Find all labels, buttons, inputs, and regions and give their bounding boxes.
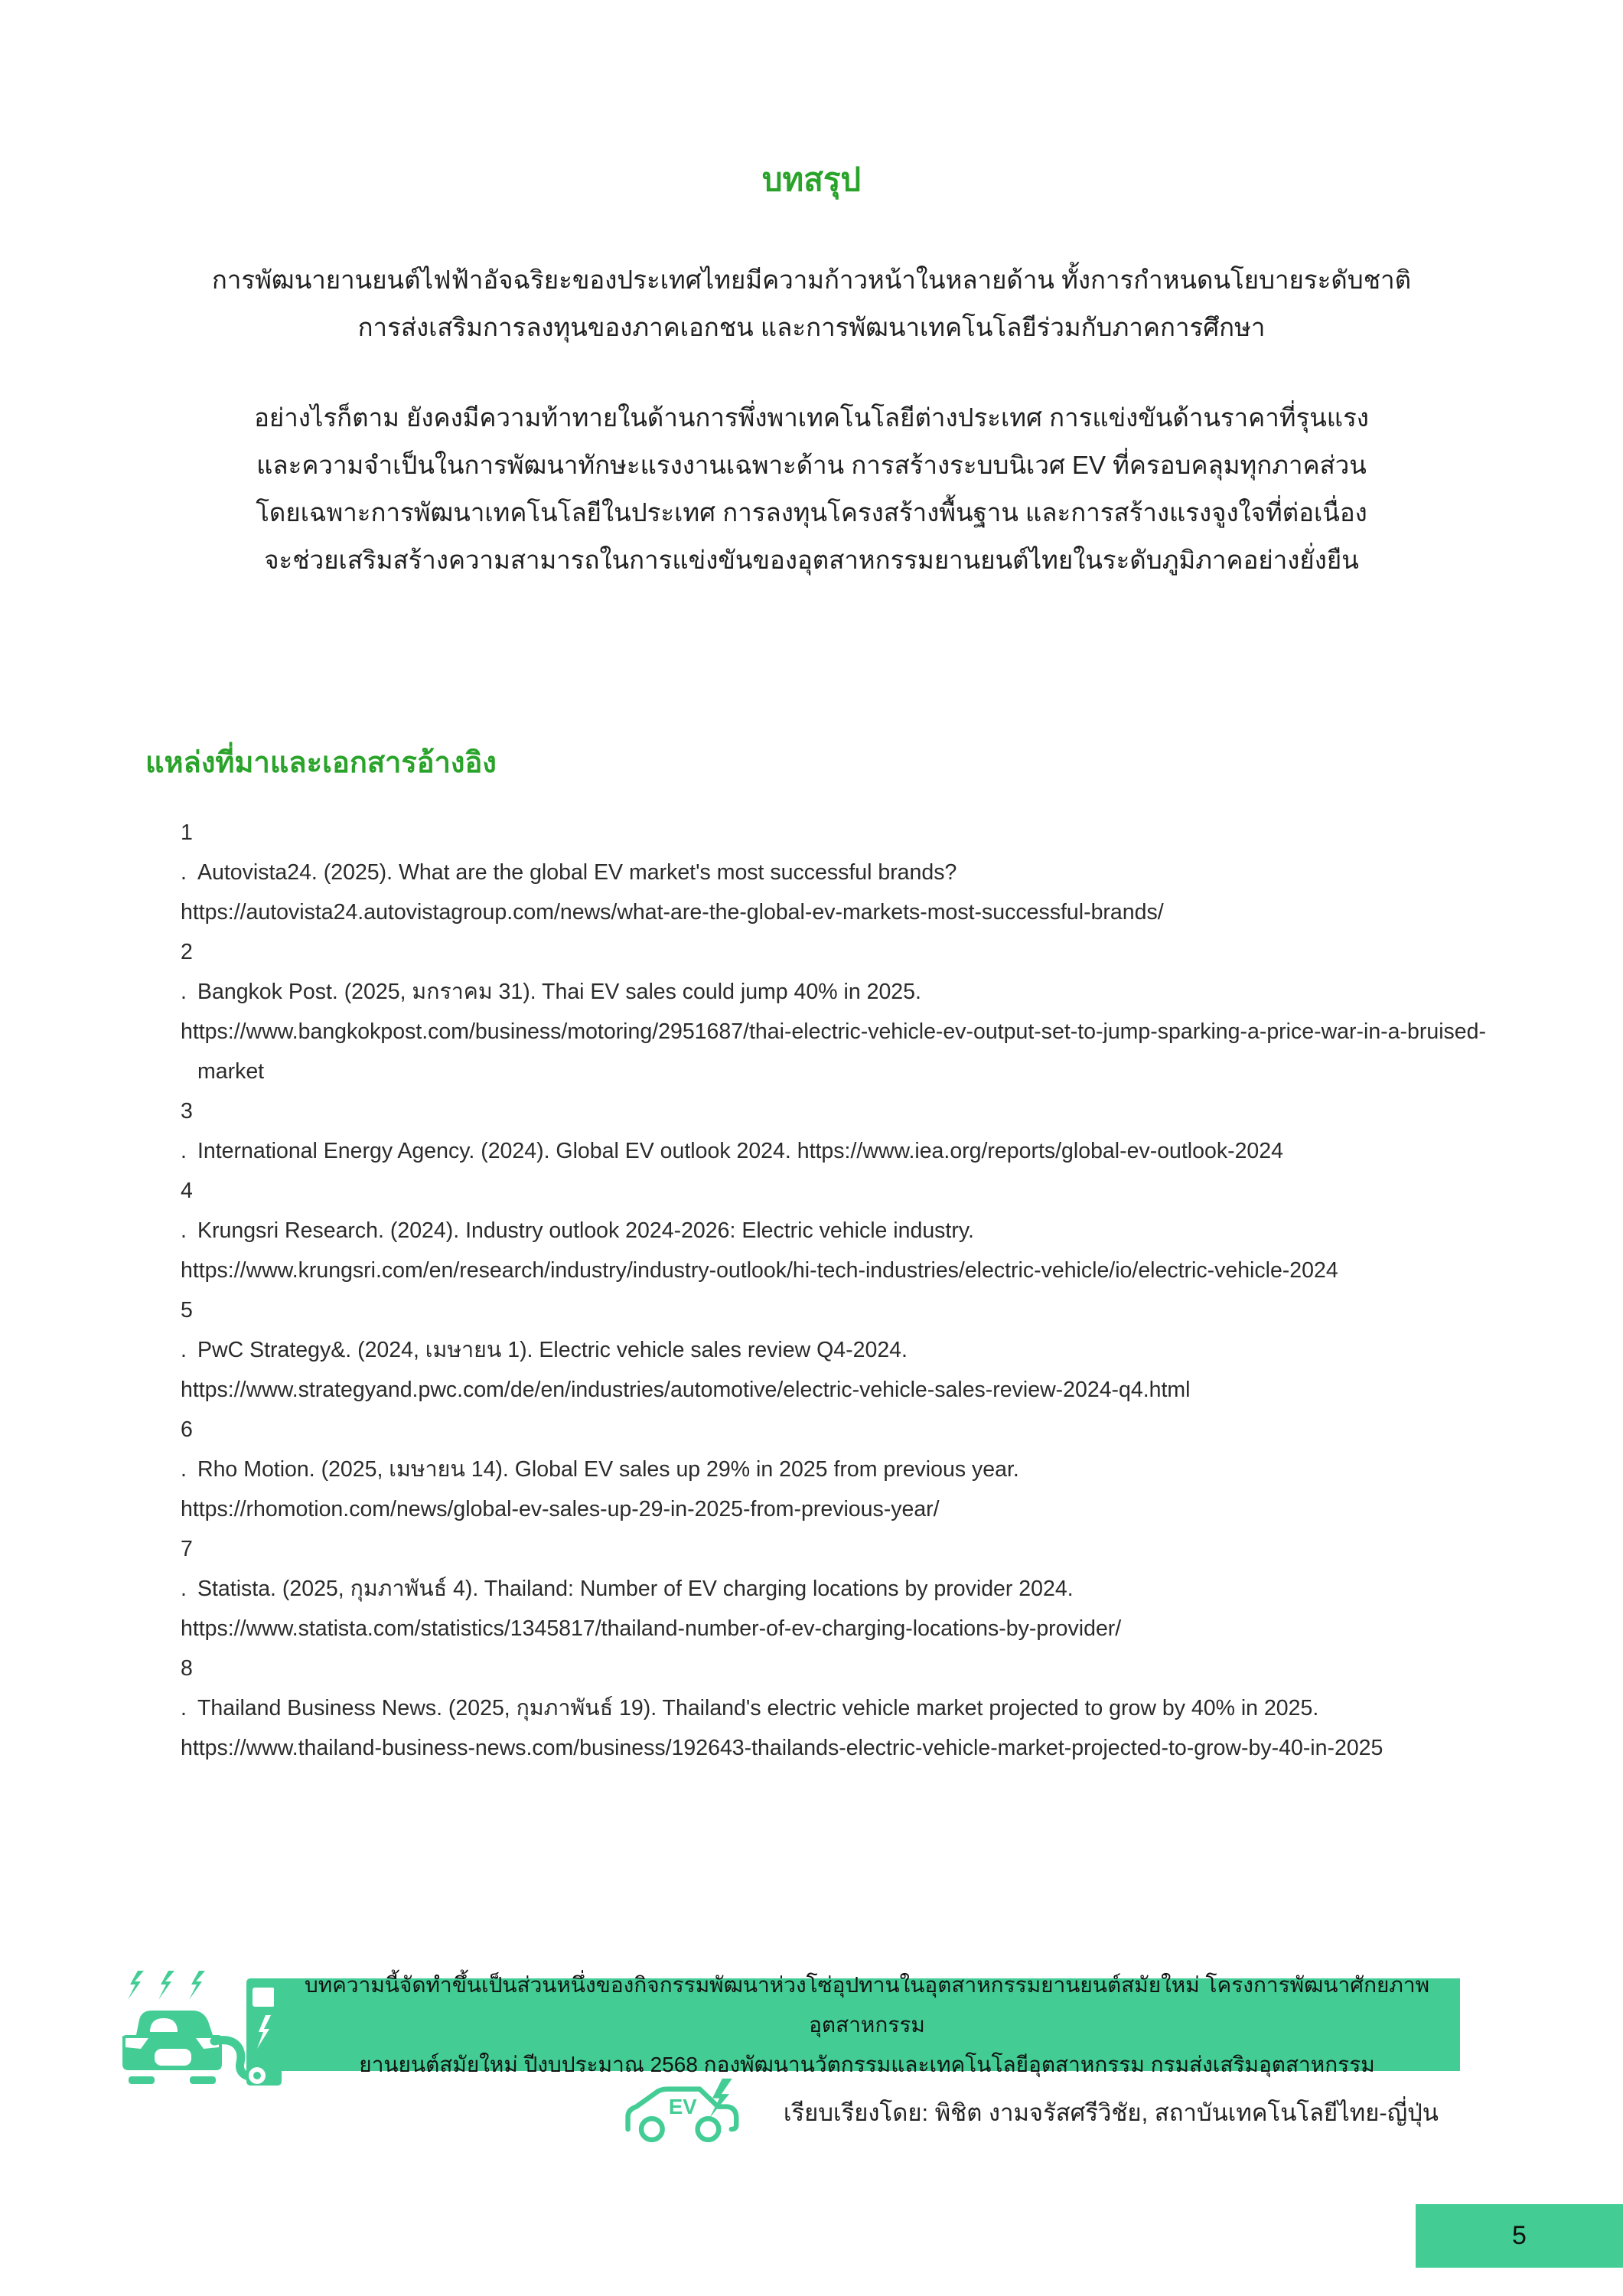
ev-car-icon [609, 2077, 762, 2148]
ev-badge-label: EV [668, 2094, 697, 2118]
reference-item [181, 1529, 1516, 1649]
reference-url: https://www.statista.com/statistics/1345817/thailand-number-of-ev-charging-locations-by-provider/ [181, 1616, 1122, 1641]
footer-banner [274, 1972, 1460, 2076]
reference-text: PwC Strategy&. (2024, เมษายน 1). Electric vehicle sales review Q4-2024. [197, 1337, 908, 1362]
paragraph-line: การส่งเสริมการลงทุนของภาคเอกชน และการพัฒนาเทคโนโลยีร่วมกับภาคการศึกษา [357, 312, 1266, 341]
reference-url: https://www.iea.org/reports/global-ev-outlook-2024 [797, 1138, 1283, 1163]
reference-number: 6. [181, 1417, 193, 1482]
reference-url: https://www.thailand-business-news.com/business/192643-thailands-electric-vehicle-market-projected-to-grow-by-40-in-2025 [181, 1735, 1383, 1760]
paragraph-line: การพัฒนายานยนต์ไฟฟ้าอัจฉริยะของประเทศไทยมีความก้าวหน้าในหลายด้าน ทั้งการกำหนดนโยบายระดับชาติ [211, 265, 1412, 294]
paragraph-line: และความจำเป็นในการพัฒนาทักษะแรงงานเฉพาะด้าน การสร้างระบบนิเวศ EV ที่ครอบคลุมทุกภาคส่วน [256, 450, 1367, 479]
reference-url: https://rhomotion.com/news/global-ev-sales-up-29-in-2025-from-previous-year/ [181, 1496, 940, 1521]
compiled-by-text: เรียบเรียงโดย: พิชิต งามจรัสศรีวิชัย, สถาบันเทคโนโลยีไทย-ญี่ปุ่น [783, 2099, 1439, 2126]
reference-item [181, 1171, 1516, 1290]
page-number: 5 [1512, 2221, 1527, 2250]
reference-url: https://www.strategyand.pwc.com/de/en/industries/automotive/electric-vehicle-sales-review-2024-q4.html [181, 1377, 1191, 1402]
paragraph-line: โดยเฉพาะการพัฒนาเทคโนโลยีในประเทศ การลงทุนโครงสร้างพื้นฐาน และการสร้างแรงจูงใจที่ต่อเนื่อง [256, 497, 1367, 527]
footer-banner-line: ยานยนต์สมัยใหม่ ปีงบประมาณ 2568 กองพัฒนานวัตกรรมและเทคโนโลยีอุตสาหกรรม กรมส่งเสริมอุตสาหกรรม [359, 2052, 1375, 2076]
reference-text: Bangkok Post. (2025, มกราคม 31). Thai EV sales could jump 40% in 2025. [197, 979, 921, 1004]
reference-item [181, 1649, 1516, 1768]
reference-number: 7. [181, 1536, 193, 1601]
reference-number: 8. [181, 1655, 193, 1720]
references-list [181, 813, 1516, 1768]
paragraph-line: จะช่วยเสริมสร้างความสามารถในการแข่งขันของอุตสาหกรรมยานยนต์ไทยในระดับภูมิภาคอย่างยั่งยืน [264, 545, 1359, 574]
reference-item [181, 1410, 1516, 1529]
reference-text: Statista. (2025, กุมภาพันธ์ 4). Thailand: Number of EV charging locations by provider 2024. [197, 1576, 1074, 1601]
summary-paragraph-1 [123, 256, 1501, 351]
summary-paragraph-2 [123, 394, 1501, 584]
references-heading: แหล่งที่มาและเอกสารอ้างอิง [145, 746, 497, 779]
reference-number: 5. [181, 1297, 193, 1362]
reference-item [181, 813, 1516, 932]
reference-url: https://www.krungsri.com/en/research/industry/industry-outlook/hi-tech-industries/electric-vehicle/io/electric-vehicle-2024 [181, 1257, 1338, 1283]
paragraph-line: อย่างไรก็ตาม ยังคงมีความท้าทายในด้านการพึ่งพาเทคโนโลยีต่างประเทศ การแข่งขันด้านราคาที่รุนแรง [254, 403, 1369, 432]
reference-number: 1. [181, 820, 193, 885]
footer-banner-line: บทความนี้จัดทำขึ้นเป็นส่วนหนึ่งของกิจกรรมพัฒนาห่วงโซ่อุปทานในอุตสาหกรรมยานยนต์สมัยใหม่ โครงการพัฒนาศักยภาพอุตสาหกรรม [304, 1972, 1430, 2037]
reference-url: https://www.bangkokpost.com/business/motoring/2951687/thai-electric-vehicle-ev-output-set-to-jump-sparking-a-price-war-in-a-bruised-market [181, 1019, 1486, 1084]
reference-number: 4. [181, 1178, 193, 1243]
reference-item [181, 932, 1516, 1091]
reference-text: International Energy Agency. (2024). Global EV outlook 2024. [197, 1138, 791, 1163]
reference-text: Krungsri Research. (2024). Industry outlook 2024-2026: Electric vehicle industry. [197, 1218, 974, 1243]
compiled-by-row [0, 2076, 1439, 2148]
reference-text: Thailand Business News. (2025, กุมภาพันธ์ 19). Thailand's electric vehicle market projected to grow by 40% in 2025. [197, 1695, 1319, 1720]
reference-url: https://autovista24.autovistagroup.com/news/what-are-the-global-ev-markets-most-successful-brands/ [181, 899, 1164, 925]
page-title: บทสรุป [761, 161, 862, 197]
reference-number: 2. [181, 939, 193, 1004]
reference-item [181, 1290, 1516, 1410]
reference-number: 3. [181, 1098, 193, 1163]
reference-text: Rho Motion. (2025, เมษายน 14). Global EV sales up 29% in 2025 from previous year. [197, 1456, 1019, 1482]
reference-item [181, 1091, 1516, 1171]
page-number-badge [1416, 2204, 1623, 2268]
reference-text: Autovista24. (2025). What are the global EV market's most successful brands? [197, 859, 957, 885]
